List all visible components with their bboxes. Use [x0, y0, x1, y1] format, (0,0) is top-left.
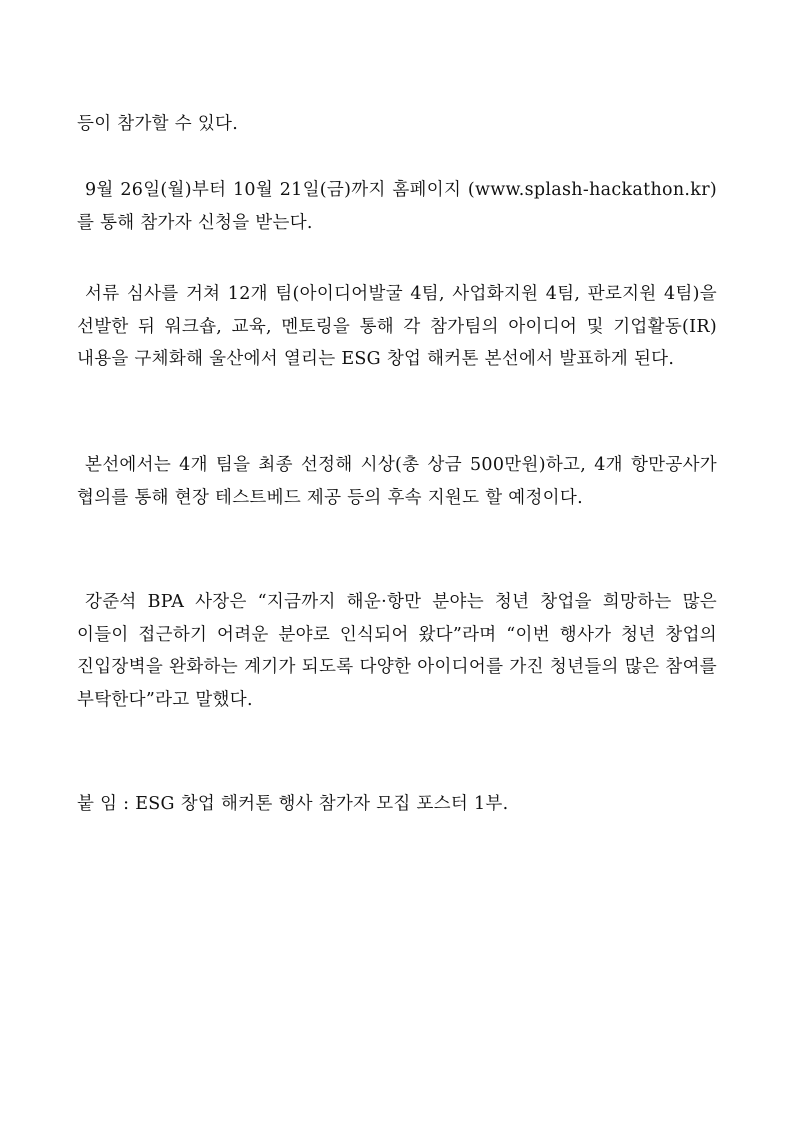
- paragraph-selection-process: 서류 심사를 거쳐 12개 팀(아이디어발굴 4팀, 사업화지원 4팀, 판로지원 4팀)을 선발한 뒤 워크숍, 교육, 멘토링을 통해 각 참가팀의 아이디어 및 기업활동(IR) 내용을 구체화해 울산에서 열리는 ESG 창업 해커톤 본선에서 발표하게 된다.: [77, 284, 717, 369]
- paragraph-attachment: 붙 임 : ESG 창업 해커톤 행사 참가자 모집 포스터 1부.: [77, 794, 509, 814]
- paragraph-eligibility-end: 등이 참가할 수 있다.: [77, 114, 239, 134]
- paragraph-final-awards: 본선에서는 4개 팀을 최종 선정해 시상(총 상금 500만원)하고, 4개 항만공사가 협의를 통해 현장 테스트베드 제공 등의 후속 지원도 할 예정이다.: [77, 455, 717, 508]
- paragraph-ceo-quote: 강준석 BPA 사장은 “지금까지 해운·항만 분야는 청년 창업을 희망하는 많은 이들이 접근하기 어려운 분야로 인식되어 왔다”라며 “이번 행사가 청년 창업의 진입장벽을 완화하는 계기가 되도록 다양한 아이디어를 가진 청년들의 많은 참여를 부탁한다”라고 말했다.: [77, 592, 717, 710]
- paragraph-application-period: 9월 26일(월)부터 10월 21일(금)까지 홈페이지 (www.splash-hackathon.kr)를 통해 참가자 신청을 받는다.: [77, 180, 717, 233]
